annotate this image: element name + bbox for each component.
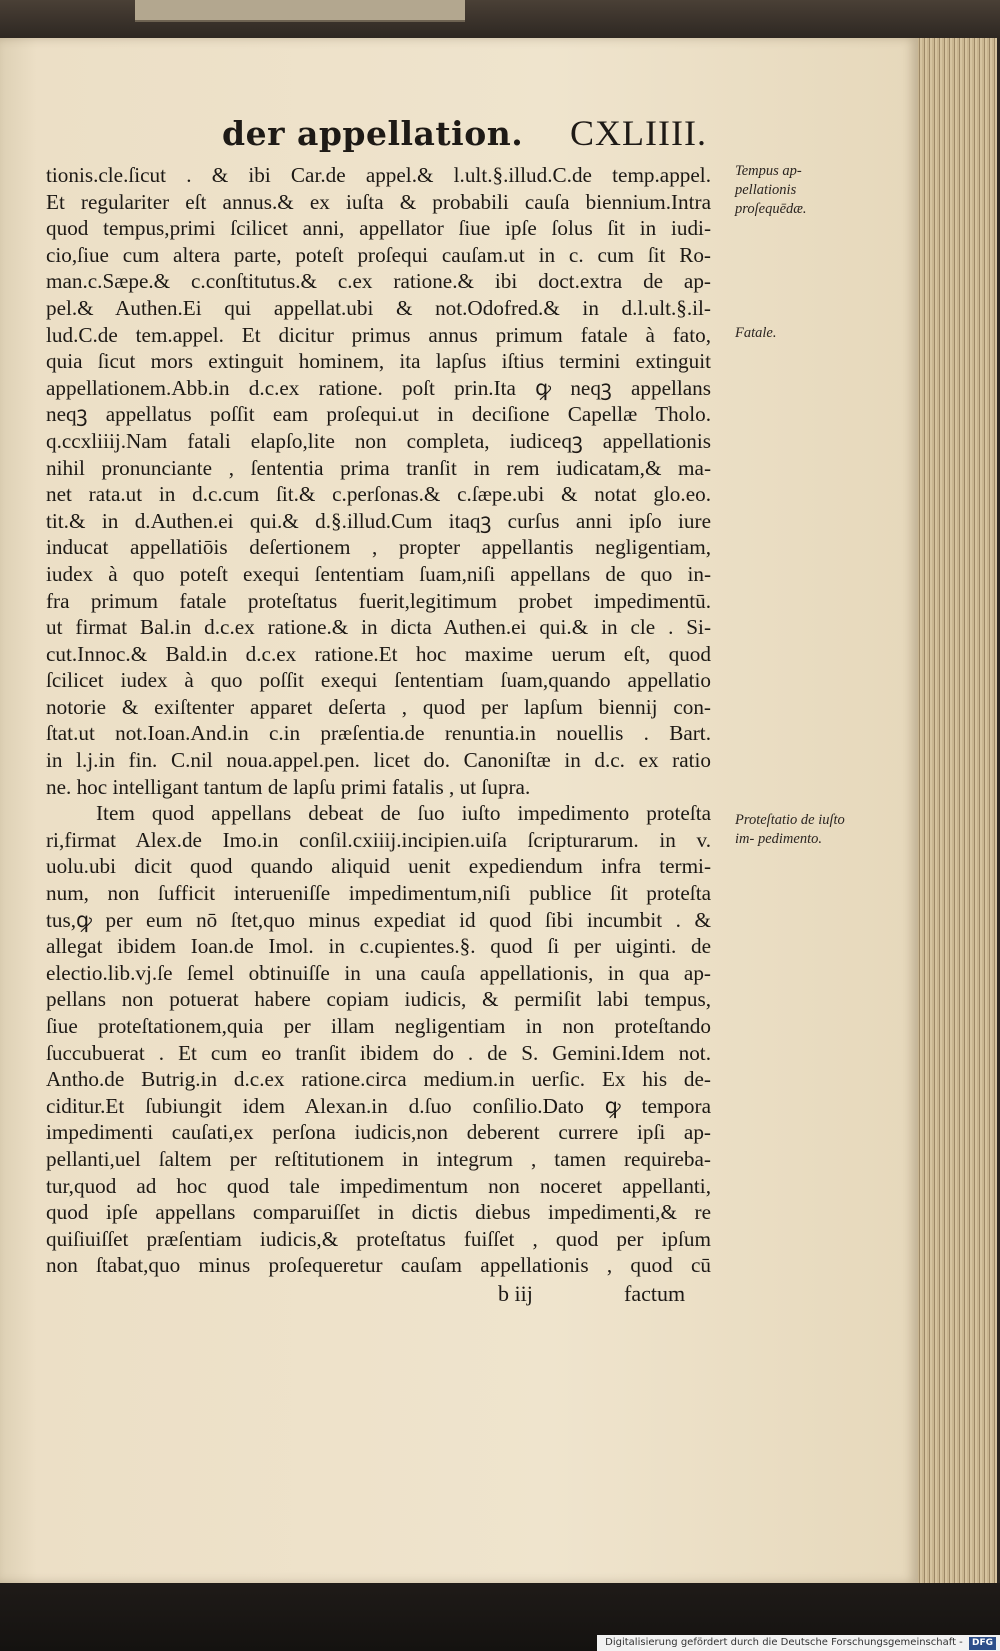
text-line: net rata.ut in d.c.cum ſit.& c.perſonas.& c.ſæpe.ubi & notat glo.eo. [46, 482, 711, 507]
dfg-credit [597, 1635, 1000, 1651]
text-line: ri,firmat Alex.de Imo.in conſil.cxiiij.incipien.uiſa ſcripturarum. in v. [46, 827, 711, 852]
text-line: ne. hoc intelligant tantum de lapſu primi fatalis , ut ſupra. [46, 774, 531, 799]
text-line: iudex à quo poteſt exequi ſententiam ſuam,niſi appellans de quo in‑ [46, 561, 711, 586]
scan-background-top [0, 0, 1000, 40]
text-line: quod tempus,primi ſcilicet anni, appellator ſiue ipſe ſolus ſit in iudi‑ [46, 216, 711, 241]
text-line: fra primum fatale proteſtatus fuerit,legitimum probet impedimentū. [46, 588, 711, 613]
text-line: num, non ſufficit interueniſſe impedimentum,niſi publice ſit proteſta [46, 881, 711, 906]
book-page [0, 38, 918, 1583]
signature-mark: b iij [498, 1280, 533, 1306]
text-line: pellanti,uel ſaltem per reſtitutionem in integrum , tamen requireba‑ [46, 1146, 711, 1171]
margin-note: Tempus ap‑ pellationis proſequēdæ. [735, 163, 807, 217]
text-line: electio.lib.vj.ſe ſemel obtinuiſſe in una cauſa appellationis, in qua ap‑ [46, 960, 711, 985]
scan-footer [0, 1583, 1000, 1651]
text-line: cio,ſiue cum altera parte, poteſt proſequi cauſam.ut in c. cum ſit Ro‑ [46, 242, 711, 267]
catchword: factum [624, 1280, 686, 1306]
text-line: tus,ꝙ per eum nō ſtet,quo minus expediat id quod ſibi incumbit . & [46, 907, 711, 932]
text-line: allegat ibidem Ioan.de Imol. in c.cupientes.§. quod ſi per uiginti. de [46, 934, 711, 959]
text-line: q.ccxliiij.Nam fatali elapſo,lite non completa, iudiceqꝫ appellationis [46, 428, 711, 453]
text-line: quod ipſe appellans comparuiſſet in dictis diebus impedimenti,& re [46, 1200, 711, 1225]
text-line: ſtat.ut not.Ioan.And.in c.in præſentia.de renuntia.in nouellis . Bart. [46, 721, 711, 746]
signature-line [46, 1281, 711, 1308]
text-line: ſiue proteſtationem,quia per illam negligentiam in non proteſtando [46, 1014, 711, 1038]
text-line: Antho.de Butrig.in d.c.ex ratione.circa medium.in uerſic. Ex his de‑ [46, 1067, 711, 1092]
page-edges [915, 38, 997, 1583]
body-text [46, 162, 711, 1308]
text-line: quiſiuiſſet præſentiam iudicis,& proteſtatus fuiſſet , quod per ipſum [46, 1226, 711, 1251]
text-line: tur,quod ad hoc quod tale impedimentum non noceret appellanti, [46, 1173, 711, 1198]
text-line: appellationem.Abb.in d.c.ex ratione. poſt prin.Ita ꝙ neqꝫ appellans [46, 375, 711, 400]
text-line: neqꝫ appellatus poſſit eam proſequi.ut in deciſione Capellæ Tholo. [46, 402, 711, 427]
text-line: non ſtabat,quo minus proſequeretur cauſam appellationis , quod cū [46, 1253, 711, 1278]
text-line: lud.C.de tem.appel. Et dicitur primus annus primum fatale à fato, [46, 322, 711, 347]
text-line: ut firmat Bal.in d.c.ex ratione.& in dicta Authen.ei qui.& in cle . Si‑ [46, 615, 711, 640]
text-line: man.c.Sæpe.& c.conſtitutus.& c.ex ratione.& ibi doct.extra de ap‑ [46, 269, 711, 294]
text-line: quia ſicut mors extinguit hominem, ita lapſus iſtius termini extinguit [46, 349, 711, 374]
text-line: ſuccubuerat . Et cum eo tranſit ibidem do . de S. Gemini.Idem not. [46, 1040, 711, 1065]
text-line: uolu.ubi dicit quod quando aliquid uenit expediendum infra termi‑ [46, 854, 711, 879]
text-line: nihil pronunciante , ſententia prima tranſit in rem iudicatam,& ma‑ [46, 455, 711, 480]
text-line: in l.j.in fin. C.nil noua.appel.pen. licet do. Canoniſtæ in d.c. ex ratio [46, 748, 711, 773]
credit-text: Digitalisierung gefördert durch die Deutsche Forschungsgemeinschaft - [605, 1637, 963, 1648]
text-line: notorie & exiſtenter apparet deſerta , quod per lapſum biennij con‑ [46, 694, 711, 719]
margin-note: Fatale. [735, 325, 777, 341]
text-line: tit.& in d.Authen.ei qui.& d.§.illud.Cum itaqꝫ curſus anni ipſo iure [46, 508, 711, 533]
text-line: ciditur.Et ſubiungit idem Alexan.in d.ſuo conſilio.Dato ꝙ tempora [46, 1093, 711, 1118]
folio-number: CXLIIII. [570, 113, 707, 153]
text-line: tionis.cle.ſicut . & ibi Car.de appel.& l.ult.§.illud.C.de temp.appel. [46, 163, 711, 187]
text-line: ſcilicet iudex à quo poſſit exequi ſententiam ſuam,quando appellatio [46, 668, 711, 693]
text-line: Et regulariter eſt annus.& ex iuſta & probabili cauſa biennium.Intra [46, 189, 711, 214]
page-header [0, 110, 918, 170]
text-line: cut.Innoc.& Bald.in d.c.ex ratione.Et hoc maxime uerum eſt, quod [46, 641, 711, 666]
text-line: impedimenti cauſati,ex perſona iudicis,non deberent currere ipſi ap‑ [46, 1120, 711, 1145]
text-line: inducat appellatiōis deſertionem , propter appellantis negligentiam, [46, 535, 711, 560]
book-cover-edge [135, 0, 465, 22]
text-line: Item quod appellans debeat de ſuo iuſto impedimento proteſta [96, 801, 711, 826]
dfg-logo: DFG [969, 1637, 996, 1650]
text-line: pellans non potuerat habere copiam iudicis, & permiſit labi tempus, [46, 987, 711, 1012]
text-line: pel.& Authen.Ei qui appellat.ubi & not.Odofred.& in d.l.ult.§.il‑ [46, 295, 711, 320]
running-head: der appellation. [222, 114, 524, 153]
margin-note: Proteſtatio de iuſto im‑ pedimento. [735, 812, 845, 847]
